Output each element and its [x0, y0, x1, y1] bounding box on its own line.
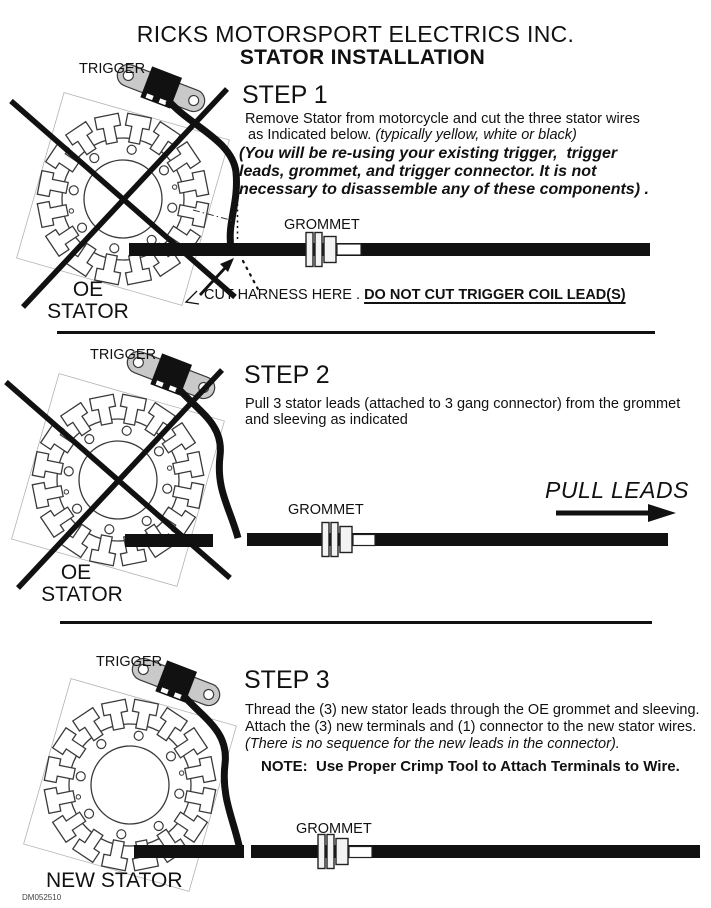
step1-body-line2-plain: as Indicated below.	[248, 127, 376, 143]
step2-body-line2: and sleeving as indicated	[245, 412, 408, 428]
step1-note-line3: necessary to disassemble any of these components) .	[239, 181, 649, 198]
cut-harness-text: CUT HARNESS HERE .	[204, 287, 365, 303]
pull-leads-label: PULL LEADS	[545, 477, 689, 503]
step3-grommet-diagram	[318, 835, 348, 869]
step3-stator-lead-stub	[134, 845, 244, 858]
step1-cable	[129, 243, 650, 256]
step3-body-line2: Attach the (3) new terminals and (1) connector to the new stator wires.	[245, 719, 697, 735]
step1-body-line1: Remove Stator from motorcycle and cut the three stator wires	[245, 111, 640, 127]
step1-stator-label-line1: OE	[72, 278, 104, 301]
step2-cable	[247, 533, 668, 546]
step3-stator-label: NEW STATOR	[46, 869, 183, 892]
step1-sleeve	[337, 244, 361, 255]
step3-new-stator-diagram	[24, 679, 237, 892]
step2-body-line1: Pull 3 stator leads (attached to 3 gang connector) from the grommet	[245, 396, 681, 412]
step2-stator-lead-stub	[125, 534, 213, 547]
document-code: DM052510	[22, 893, 62, 902]
step2-stator-label-line1: OE	[60, 561, 92, 584]
step3-crimp-note: NOTE: Use Proper Crimp Tool to Attach Terminals to Wire.	[261, 758, 680, 775]
step2-heading: STEP 2	[244, 361, 330, 389]
step1-note-line2: leads, grommet, and trigger connector. It is not	[239, 163, 597, 180]
step1-cut-instruction	[204, 287, 626, 303]
step1-grommet-label: GROMMET	[284, 217, 360, 233]
page-subtitle: STATOR INSTALLATION	[239, 46, 486, 69]
step2-grommet-label: GROMMET	[288, 502, 364, 518]
step3-body-line3: (There is no sequence for the new leads in the connector).	[245, 736, 620, 752]
step2-stator-label-line2: STATOR	[41, 583, 123, 606]
step2-grommet-diagram	[322, 523, 352, 557]
step3-trigger-label: TRIGGER	[96, 654, 163, 670]
step3-heading: STEP 3	[244, 666, 330, 694]
section-divider	[60, 621, 652, 624]
step2-sleeve	[353, 535, 375, 546]
pull-leads-arrow	[556, 504, 676, 522]
step3-body-line1: Thread the (3) new stator leads through the OE grommet and sleeving.	[245, 702, 700, 718]
step1-x-mark	[11, 89, 235, 307]
step1-note-line1: (You will be re-using your existing trigger, trigger	[239, 145, 618, 162]
step1-body-line2-italic: (typically yellow, white or black)	[375, 127, 577, 143]
step3-grommet-label: GROMMET	[296, 821, 372, 837]
step3-sleeve	[349, 847, 372, 858]
step1-body-line2	[248, 127, 577, 143]
step1-heading: STEP 1	[242, 81, 328, 109]
step2-trigger-label: TRIGGER	[90, 347, 157, 363]
step1-stator-label-line2: STATOR	[47, 300, 129, 323]
step1-trigger-label: TRIGGER	[79, 61, 146, 77]
cut-warning-text: DO NOT CUT TRIGGER COIL LEAD(S)	[364, 287, 626, 303]
step1-grommet-diagram	[306, 233, 336, 267]
section-divider	[57, 331, 655, 334]
page-title: RICKS MOTORSPORT ELECTRICS INC.	[136, 21, 575, 47]
